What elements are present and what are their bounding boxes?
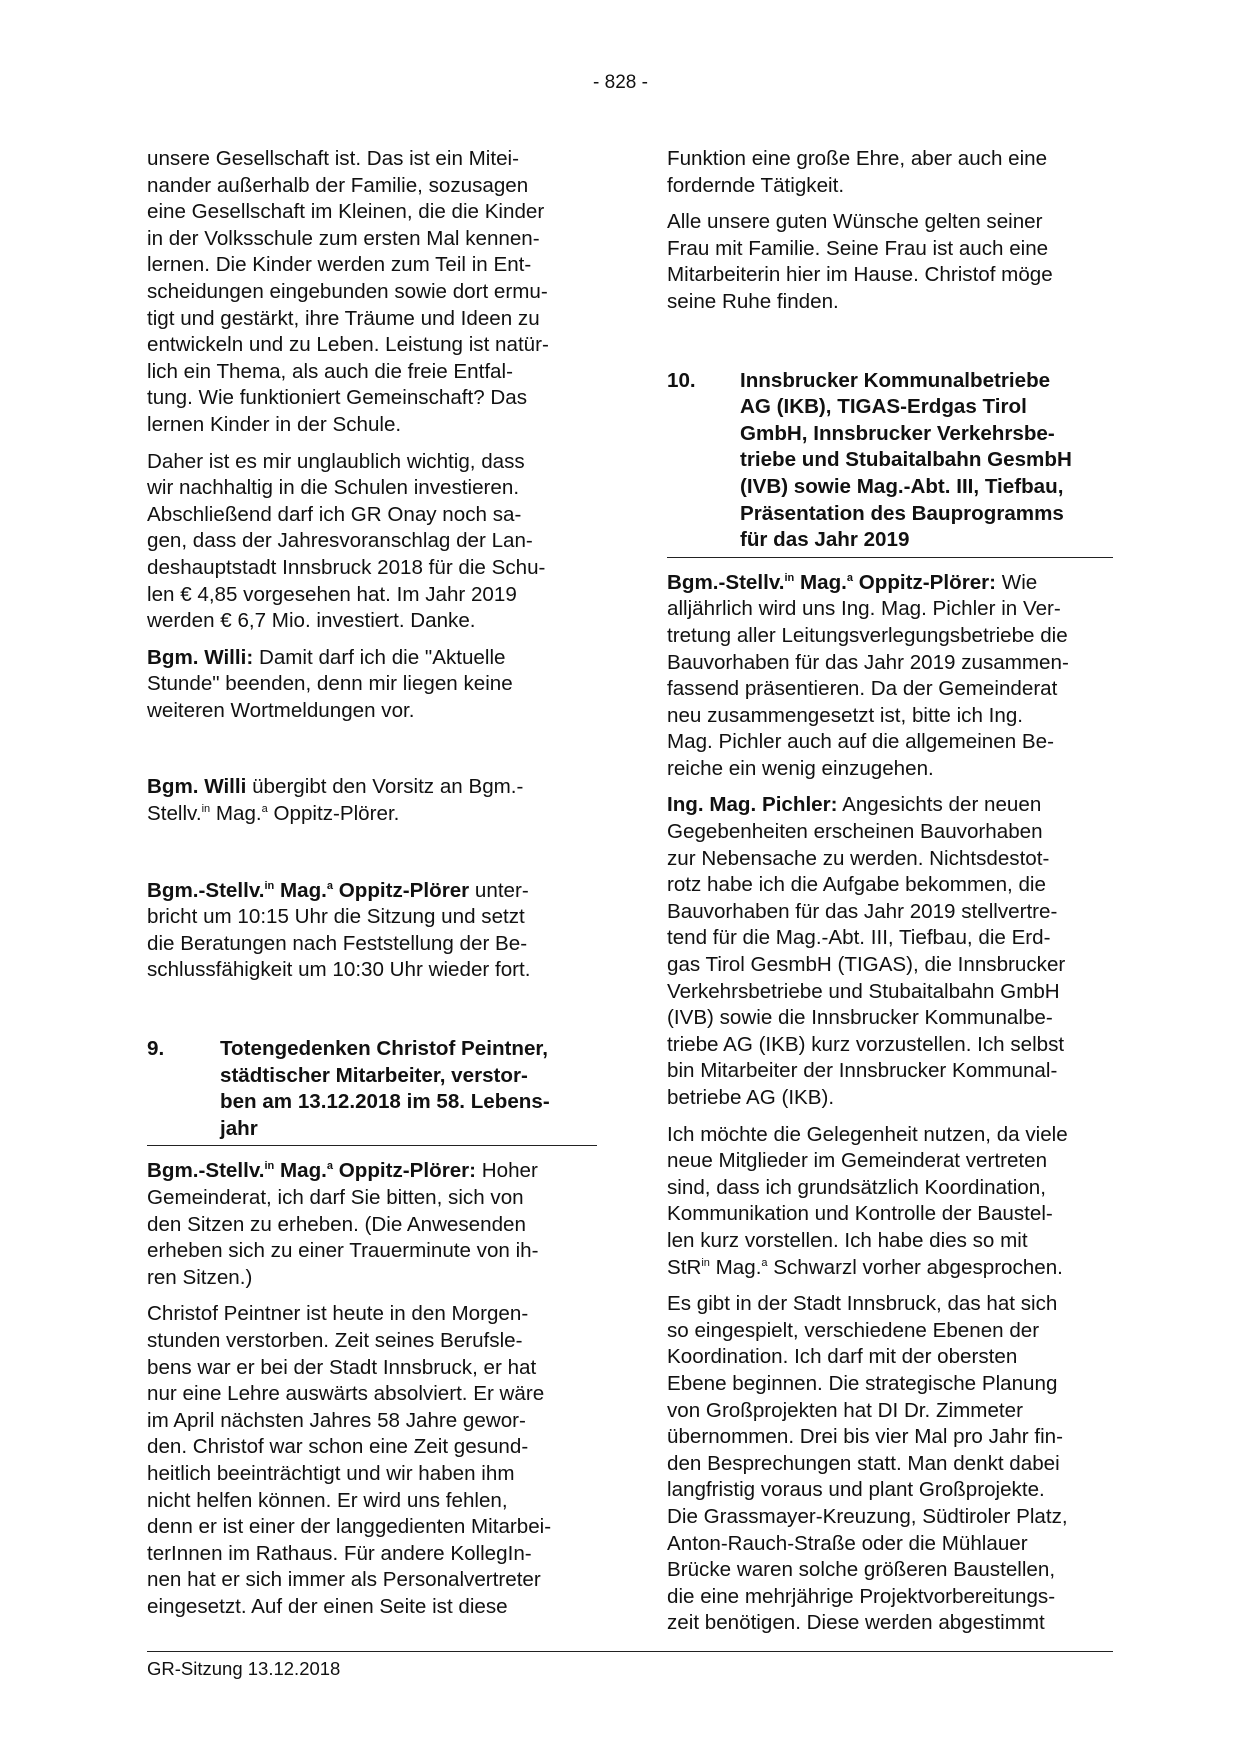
speaker-name: Bgm.-Stellv.$^{in}$ Mag.$^a$ Oppitz-Plörer: [667, 570, 997, 594]
paragraph: Ich möchte die Gelegenheit nutzen, da viele neue Mitglieder im Gemeinderat vertreten sind, dass ich grundsätzlich Koordination, Kommunikation und Kontrolle der Baustel- len kurz vorstellen. Ich habe dies so mit StR$^{in}$ Mag.$^a$ Schwarzl vorher abgesprochen. [667, 1122, 1068, 1279]
left-column [147, 146, 597, 1631]
agenda-item-heading: 9. Totengedenken Christof Peintner, städtischer Mitarbeiter, verstor- ben am 13.12.2018 im 58. Lebens- jahr [147, 1036, 597, 1146]
right-column [667, 146, 1113, 1647]
speaker-name: Bgm. Willi [147, 775, 247, 799]
agenda-item-heading: 10. Innsbrucker Kommunalbetriebe AG (IKB), TIGAS-Erdgas Tirol GmbH, Innsbrucker Verkehrsbe- triebe und Stubaitalbahn GesmbH (IVB) sowie Mag.-Abt. III, Tiefbau, Präsentation des Bauprogramms für das Jahr 2019 [667, 368, 1113, 558]
paragraph: unsere Gesellschaft ist. Das ist ein Mitei- nander außerhalb der Familie, sozusagen eine Gesellschaft im Kleinen, die die Kinder in der Volksschule zum ersten Mal kennen- lernen. Die Kinder werden zum Teil in Ent- scheidungen eingebunden sowie dort ermu- tigt und gestärkt, ihre Träume und Ideen zu entwickeln und zu Leben. Leistung ist natür- lich ein Thema, als auch die freie Entfal- tung. Wie funktioniert Gemeinschaft? Das lernen Kinder in der Schule. [147, 147, 549, 436]
footer: GR-Sitzung 13.12.2018 [147, 1658, 341, 1679]
speaker-name: Bgm.-Stellv.$^{in}$ Mag.$^a$ Oppitz-Plörer [147, 878, 470, 902]
speaker-name: Ing. Mag. Pichler: [667, 793, 838, 817]
paragraph: Ing. Mag. Pichler: Angesichts der neuen Gegebenheiten erscheinen Bauvorhaben zur Nebensache zu werden. Nichtsdestot- rotz habe ich die Aufgabe bekommen, die Bauvorhaben für das Jahr 2019 stellvertre- tend für die Mag.-Abt. III, Tiefbau, die Erd- gas Tirol GesmbH (TIGAS), die Innsbrucker Verkehrsbetriebe und Stubaitalbahn GmbH (IVB) sowie die Innsbrucker Kommunalbe- triebe AG (IKB) kurz vorzustellen. Ich selbst bin Mitarbeiter der Innsbrucker Kommunal- betriebe AG (IKB). [667, 793, 1066, 1109]
agenda-item-number: 10. [667, 368, 696, 392]
footer-divider [147, 1651, 1113, 1652]
paragraph: Bgm.-Stellv.$^{in}$ Mag.$^a$ Oppitz-Plörer unter- bricht um 10:15 Uhr die Sitzung und setzt die Beratungen nach Feststellung der Be- schlussfähigkeit um 10:30 Uhr wieder fort. [147, 878, 531, 982]
paragraph: Bgm. Willi: Damit darf ich die "Aktuelle Stunde" beenden, denn mir liegen keine weiteren Wortmeldungen vor. [147, 645, 513, 722]
paragraph: Bgm. Willi übergibt den Vorsitz an Bgm.- Stellv.$^{in}$ Mag.$^a$ Oppitz-Plörer. [147, 775, 524, 826]
paragraph: Bgm.-Stellv.$^{in}$ Mag.$^a$ Oppitz-Plörer: Wie alljährlich wird uns Ing. Mag. Pichler in Ver- tretung aller Leitungsverlegungsbetriebe die Bauvorhaben für das Jahr 2019 zusammen- fassend präsentieren. Da der Gemeinderat neu zusammengesetzt ist, bitte ich Ing. Mag. Pichler auch auf die allgemeinen Be- reiche ein wenig einzugehen. [667, 570, 1069, 780]
paragraph: Es gibt in der Stadt Innsbruck, das hat sich so eingespielt, verschiedene Ebenen der Koordination. Ich darf mit der obersten Ebene beginnen. Die strategische Planung von Großprojekten hat DI Dr. Zimmeter übernommen. Drei bis vier Mal pro Jahr fin- den Besprechungen statt. Man denkt dabei langfristig voraus und plant Großprojekte. Die Grassmayer-Kreuzung, Südtiroler Platz, Anton-Rauch-Straße oder die Mühlauer Brücke waren solche größeren Baustellen, die eine mehrjährige Projektvorbereitungs- zeit benötigen. Diese werden abgestimmt [667, 1292, 1068, 1635]
paragraph: Bgm.-Stellv.$^{in}$ Mag.$^a$ Oppitz-Plörer: Hoher Gemeinderat, ich darf Sie bitten, sich von den Sitzen zu erheben. (Die Anwesenden erheben sich zu einer Trauerminute von ih- ren Sitzen.) [147, 1159, 539, 1289]
agenda-item-number: 9. [147, 1037, 165, 1061]
paragraph: Daher ist es mir unglaublich wichtig, dass wir nachhaltig in die Schulen investieren. Abschließend darf ich GR Onay noch sa- gen, dass der Jahresvoranschlag der Lan- deshauptstadt Innsbruck 2018 für die Schu- len € 4,85 vorgesehen hat. Im Jahr 2019 werden € 6,7 Mio. investiert. Danke. [147, 449, 546, 633]
speaker-name: Bgm. Willi: [147, 645, 254, 669]
page-number: - 828 - [593, 72, 648, 93]
paragraph: Alle unsere guten Wünsche gelten seiner Frau mit Familie. Seine Frau ist auch eine Mitarbeiterin hier im Hause. Christof möge seine Ruhe finden. [667, 210, 1053, 313]
speaker-name: Bgm.-Stellv.$^{in}$ Mag.$^a$ Oppitz-Plörer: [147, 1159, 477, 1183]
paragraph: Funktion eine große Ehre, aber auch eine fordernde Tätigkeit. [667, 147, 1048, 197]
paragraph: Christof Peintner ist heute in den Morgen- stunden verstorben. Zeit seines Berufsle- bens war er bei der Stadt Innsbruck, er hat nur eine Lehre auswärts absolviert. Er wäre im April nächsten Jahres 58 Jahre gewor- den. Christof war schon eine Zeit gesund- heitlich beeinträchtigt und wir haben ihm nicht helfen können. Er wird uns fehlen, denn er ist einer der langgedienten Mitarbei- terInnen im Rathaus. Für andere KollegIn- nen hat er sich immer als Personalvertreter eingesetzt. Auf der einen Seite ist diese [147, 1302, 552, 1618]
